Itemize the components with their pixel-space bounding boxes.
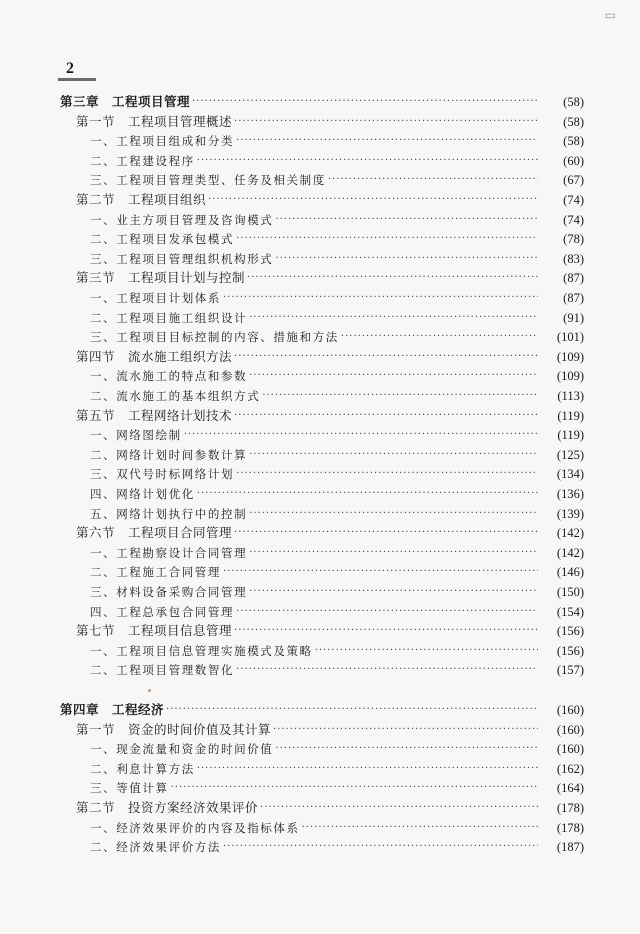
toc-entry-page: (91): [563, 310, 584, 325]
toc-leader-dots: [236, 464, 538, 484]
toc-entry-section: [76, 406, 584, 426]
toc-entry-title: 二、利息计算方法: [90, 761, 195, 776]
toc-leader-dots: [236, 131, 538, 151]
toc-leader-dots: [223, 562, 538, 582]
toc-entry-title: 第七节 工程项目信息管理: [76, 623, 233, 639]
toc-entry-page: (156): [556, 643, 584, 658]
toc-entry-item: [90, 778, 584, 798]
toc-leader-dots: [275, 249, 538, 269]
toc-entry-title: 第四节 流水施工组织方法: [76, 348, 233, 364]
toc-leader-dots: [341, 327, 538, 347]
toc-entry-title: 二、经济效果评价方法: [90, 840, 221, 855]
toc-entry-title: 四、网络计划优化: [90, 487, 195, 501]
toc-entry-page: (109): [556, 349, 584, 364]
toc-entry-title: 第三节 工程项目计划与控制: [76, 270, 246, 286]
toc-entry-page: (162): [556, 761, 584, 776]
toc-entry-page: (87): [563, 291, 584, 305]
toc-entry-item: [90, 660, 584, 680]
toc-leader-dots: [315, 641, 538, 661]
toc-entry-title: 五、网络计划执行中的控制: [90, 506, 248, 521]
page-number: 2: [66, 60, 74, 77]
toc-entry-title: 三、材料设备采购合同管理: [90, 585, 248, 599]
toc-leader-dots: [260, 798, 538, 818]
toc-entry-section: [76, 523, 584, 543]
toc-entry-title: 三、工程项目管理类型、任务及相关制度: [90, 173, 326, 188]
toc-entry-page: (58): [563, 134, 584, 149]
toc-entry-title: 一、流水施工的特点和参数: [90, 369, 248, 384]
toc-leader-dots: [166, 700, 538, 720]
toc-entry-title: 一、工程项目信息管理实施模式及策略: [90, 643, 313, 658]
toc-leader-dots: [223, 288, 538, 308]
toc-entry-page: (160): [556, 742, 584, 757]
toc-entry-page: (101): [556, 330, 584, 345]
toc-leader-dots: [197, 759, 538, 779]
toc-entry-page: (125): [556, 447, 584, 462]
toc-entry-title: 一、工程项目组成和分类: [90, 134, 235, 149]
toc-entry-title: 一、经济效果评价的内容及指标体系: [90, 820, 300, 835]
toc-leader-dots: [192, 92, 538, 112]
toc-entry-title: 第五节 工程网络计划技术: [76, 407, 233, 423]
toc-entry-item: [90, 818, 584, 838]
toc-entry-title: 一、网络图绘制: [90, 428, 182, 443]
toc-entry-page: (87): [563, 271, 584, 286]
toc-entry-title: 第一节 资金的时间价值及其计算: [76, 721, 272, 737]
toc-entry-item: [90, 582, 584, 602]
toc-leader-dots: [197, 151, 538, 171]
toc-entry-title: 三、工程项目管理组织机构形式: [90, 251, 274, 266]
toc-entry-title: 一、工程勘察设计合同管理: [90, 545, 248, 560]
toc-entry-title: 二、工程项目施工组织设计: [90, 310, 248, 325]
toc-entry-item: [90, 602, 584, 622]
toc-leader-dots: [249, 504, 538, 524]
toc-entry-page: (178): [556, 801, 584, 815]
toc-entry-item: [90, 131, 584, 151]
toc-entry-title: 二、工程项目管理数智化: [90, 663, 235, 678]
toc-leader-dots: [302, 818, 538, 838]
toc-leader-dots: [197, 484, 538, 504]
toc-entry-page: (74): [563, 193, 584, 207]
toc-entry-section: [76, 112, 584, 132]
toc-entry-title: 第三章 工程项目管理: [60, 94, 191, 109]
toc-entry-title: 第二节 投资方案经济效果评价: [76, 800, 259, 815]
toc-leader-dots: [208, 190, 538, 210]
toc-entry-page: (142): [556, 545, 584, 560]
toc-entry-title: 三、双代号时标网络计划: [90, 467, 235, 482]
toc-entry-page: (134): [556, 467, 584, 482]
toc-entry-title: 二、工程施工合同管理: [90, 565, 221, 580]
corner-mark: ▭: [604, 8, 616, 22]
toc-entry-item: [90, 170, 584, 190]
toc-entry-title: 一、业主方项目管理及咨询模式: [90, 212, 274, 227]
toc-leader-dots: [234, 621, 538, 641]
toc-entry-page: (160): [556, 722, 584, 737]
toc-leader-dots: [234, 406, 538, 426]
toc-entry-page: (150): [556, 585, 584, 599]
toc-entry-page: (178): [556, 820, 584, 835]
toc-entry-item: [90, 229, 584, 249]
toc-leader-dots: [249, 308, 538, 328]
toc-entry-item: [90, 543, 584, 563]
toc-entry-item: [90, 151, 584, 171]
toc-leader-dots: [236, 602, 538, 622]
toc-entry-title: 二、工程项目发承包模式: [90, 232, 235, 247]
toc-leader-dots: [234, 347, 538, 367]
toc-entry-page: (113): [557, 389, 584, 403]
toc-leader-dots: [236, 229, 538, 249]
toc-leader-dots: [236, 660, 538, 680]
toc-entry-page: (78): [563, 232, 584, 247]
toc-entry-item: [90, 837, 584, 857]
toc-leader-dots: [262, 386, 538, 406]
toc-entry-item: [90, 739, 584, 759]
toc-entry-item: [90, 484, 584, 504]
toc-entry-title: 第二节 工程项目组织: [76, 192, 207, 207]
toc-entry-title: 二、流水施工的基本组织方式: [90, 389, 261, 403]
toc-entry-chapter: [60, 92, 584, 112]
toc-entry-title: 第一节 工程项目管理概述: [76, 113, 233, 129]
toc-entry-page: (142): [556, 526, 584, 541]
toc-entry-item: [90, 562, 584, 582]
toc-leader-dots: [234, 523, 538, 543]
toc-entry-page: (58): [563, 95, 584, 109]
toc-entry-item: [90, 366, 584, 386]
toc-entry-title: 第四章 工程经济: [60, 702, 165, 717]
toc-entry-item: [90, 425, 584, 445]
toc-leader-dots: [184, 425, 538, 445]
toc-entry-page: (136): [556, 487, 584, 501]
toc-entry-item: [90, 759, 584, 779]
toc-entry-chapter: [60, 700, 584, 720]
toc-leader-dots: [275, 210, 538, 230]
toc-leader-dots: [249, 543, 538, 563]
toc-entry-item: [90, 386, 584, 406]
toc-entry-page: (154): [556, 604, 584, 619]
toc-entry-title: 第六节 工程项目合同管理: [76, 525, 233, 541]
toc-entry-item: [90, 210, 584, 230]
toc-entry-section: [76, 268, 584, 288]
toc-leader-dots: [273, 720, 538, 740]
toc-entry-item: [90, 327, 584, 347]
toc-entry-title: 二、网络计划时间参数计算: [90, 447, 248, 462]
toc-entry-title: 二、工程建设程序: [90, 153, 195, 168]
toc-leader-dots: [171, 778, 538, 798]
toc-leader-dots: [275, 739, 538, 759]
toc-entry-page: (119): [557, 428, 584, 443]
toc-entry-page: (58): [563, 114, 584, 129]
toc-leader-dots: [249, 366, 538, 386]
toc-leader-dots: [247, 268, 538, 288]
toc-entry-page: (60): [563, 153, 584, 168]
toc-entry-title: 三、等值计算: [90, 781, 169, 796]
toc-entry-page: (187): [556, 840, 584, 855]
toc-entry-page: (139): [556, 506, 584, 521]
toc-entry-item: [90, 464, 584, 484]
toc-entry-title: 一、工程项目计划体系: [90, 291, 221, 305]
toc-leader-dots: [234, 112, 538, 132]
toc-entry-item: [90, 641, 584, 661]
toc-entry-section: [76, 798, 584, 818]
toc-entry-page: (67): [563, 173, 584, 188]
toc-entry-section: [76, 621, 584, 641]
toc-entry-section: [76, 347, 584, 367]
toc-entry-page: (83): [563, 251, 584, 266]
toc-entry-title: 四、工程总承包合同管理: [90, 604, 235, 619]
toc-entry-item: [90, 445, 584, 465]
toc-entry-section: [76, 190, 584, 210]
toc-entry-item: [90, 308, 584, 328]
toc-entry-item: [90, 288, 584, 308]
toc-entry-page: (160): [556, 703, 584, 717]
toc-entry-page: (109): [556, 369, 584, 384]
toc-entry-item: [90, 249, 584, 269]
toc-leader-dots: [328, 170, 538, 190]
toc-entry-page: (146): [556, 565, 584, 580]
toc-leader-dots: [249, 445, 538, 465]
toc-entry-page: (119): [557, 408, 584, 423]
toc-entry-page: (156): [556, 624, 584, 639]
toc-leader-dots: [249, 582, 538, 602]
toc-entry-item: [90, 504, 584, 524]
toc-entry-title: 一、现金流量和资金的时间价值: [90, 742, 274, 757]
toc-entry-page: (164): [556, 781, 584, 796]
toc-entry-page: (74): [563, 212, 584, 227]
toc-leader-dots: [223, 837, 538, 857]
toc-entry-section: [76, 720, 584, 740]
toc-entry-title: 三、工程项目目标控制的内容、措施和方法: [90, 330, 339, 345]
toc-entry-page: (157): [556, 663, 584, 678]
